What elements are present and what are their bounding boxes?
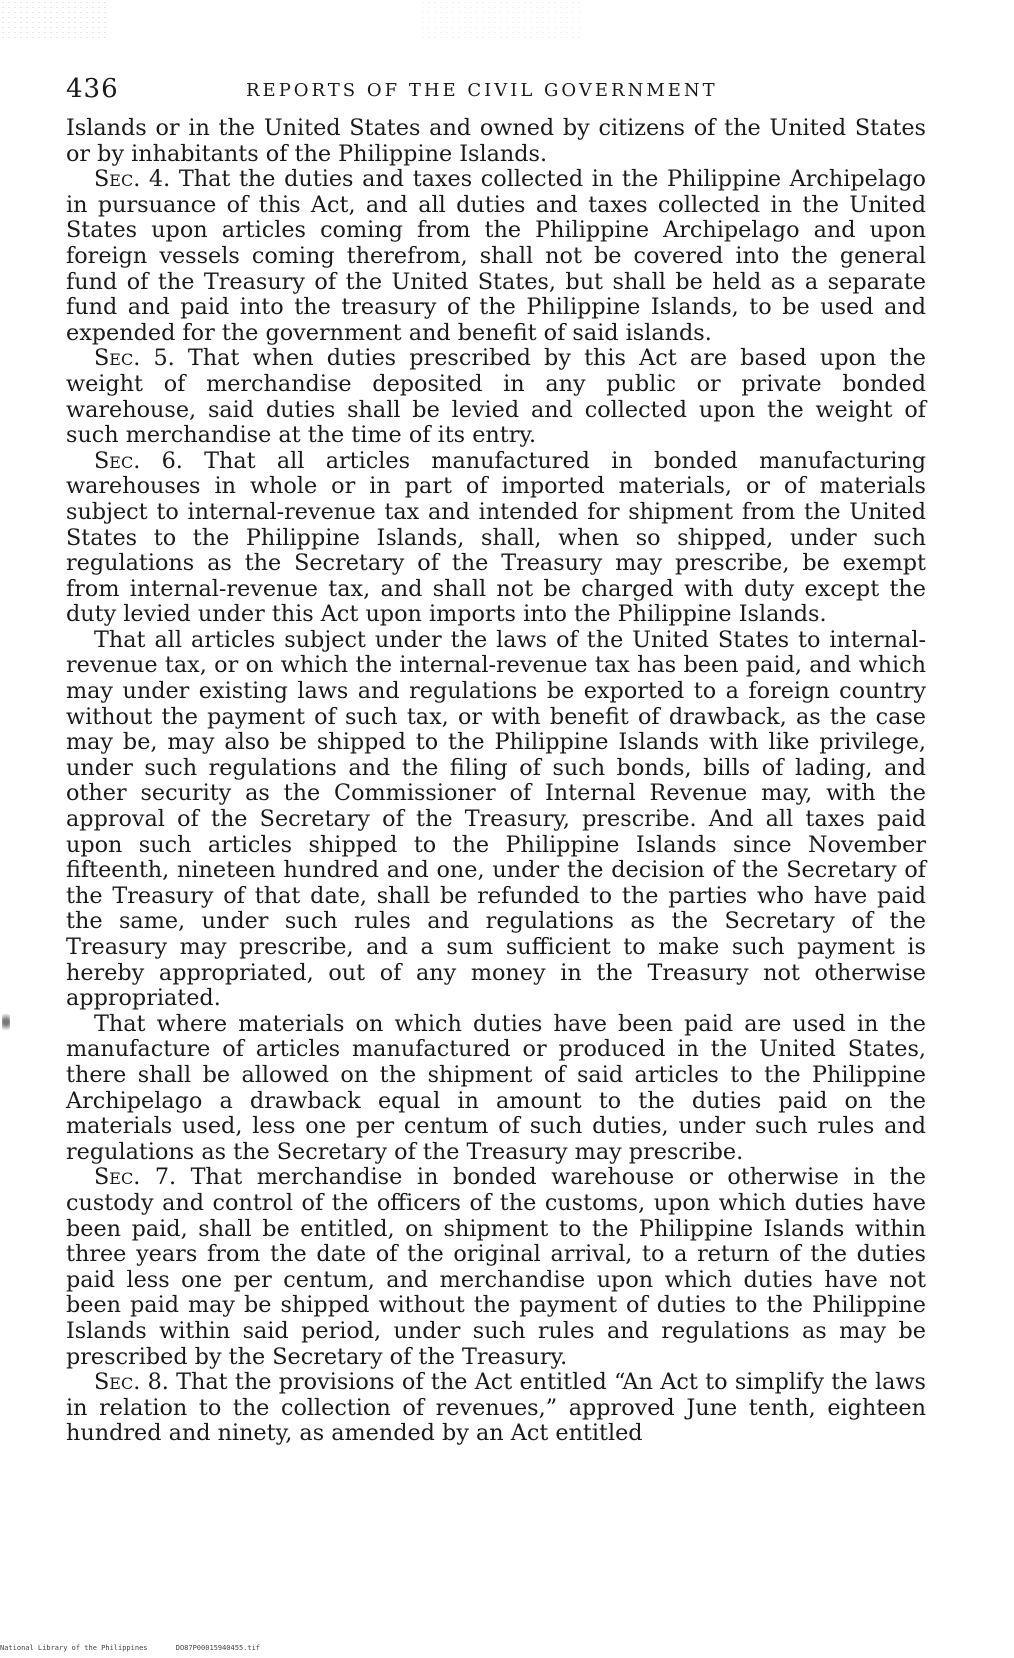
section-label: Sec. 4. — [94, 166, 171, 193]
paragraph-text: That the duties and taxes collected in the Philippine Archipelago in pursuance of this Act, and all duties and taxes collected in the United States upon articles coming from the Philippine Archipelago and upon foreign vessels coming therefrom, shall not be covered into the general fund of the Treasury of the United States, but shall be held as a separate fund and paid into the treasury of the Philippine Islands, to be used and expended for the government and benefit of said islands. — [66, 166, 926, 346]
paragraph-text: Islands or in the United States and owned by citizens of the United States or by inhabitants of the Philippine Islands. — [66, 115, 926, 167]
footer-library: National Library of the Philippines — [0, 1644, 148, 1652]
page-number: 436 — [66, 74, 119, 104]
paragraph-text: That merchandise in bonded warehouse or otherwise in the custody and control of the officers of the customs, upon which duties have been paid, shall be entitled, on shipment to the Philippine Islands within three years from the date of the original arrival, to a return of the duties paid less one per centum, and merchandise upon which duties have not been paid may be shipped without the payment of duties to the Philippine Islands within said period, under such rules and regulations as may be prescribed by the Secretary of the Treasury. — [66, 1164, 926, 1370]
paragraph-text: That all articles subject under the laws of the United States to internal-revenue tax, or on which the internal-revenue tax has been paid, and which may under existing laws and regulations be exported to a foreign country without the payment of such tax, or with benefit of drawback, as the case may be, may also be shipped to the Philippine Islands with like privilege, under such regulations and the filing of such bonds, bills of lading, and other security as the Commissioner of Internal Revenue may, with the approval of the Secretary of the Treasury, prescribe. And all taxes paid upon such articles shipped to the Philippine Islands since November fifteenth, nineteen hundred and one, under the decision of the Secretary of the Treasury of that date, shall be refunded to the parties who have paid the same, under such rules and regulations as the Secretary of the Treasury may prescribe, and a sum sufficient to make such payment is hereby appropriated, out of any money in the Treasury not otherwise appropriated. — [66, 626, 926, 1012]
scan-noise-top — [420, 0, 580, 40]
paragraph-text: That when duties prescribed by this Act are based upon the weight of merchandise deposited in any public or private bonded warehouse, said duties shall be levied and collected upon the weight of such merchandise at the time of its entry. — [66, 345, 926, 449]
paragraph-text: That all articles manufactured in bonded manufacturing warehouses in whole or in part of imported materials, or of materials subject to internal-revenue tax and intended for shipment from the United States to the Philippine Islands, shall, when so shipped, under such regulations as the Secretary of the Treasury may prescribe, be exempt from internal-revenue tax, and shall not be charged with duty except the duty levied under this Act upon imports into the Philippine Islands. — [66, 447, 926, 628]
paragraph-text: That the provisions of the Act entitled “An Act to simplify the laws in relation to the collection of revenues,” approved June tenth, eighteen hundred and ninety, as amended by an Act entitled — [66, 1369, 926, 1447]
section-6 — [66, 449, 926, 628]
section-5 — [66, 346, 926, 448]
scan-footer — [0, 1644, 284, 1652]
page-header — [66, 74, 926, 110]
section-7 — [66, 1165, 926, 1370]
scan-noise-left — [0, 0, 110, 40]
footer-file-id: DO87P00015940455.tif — [175, 1644, 261, 1652]
body-text — [66, 116, 926, 1447]
section-label: Sec. 8. — [94, 1369, 169, 1396]
paragraph-internal-revenue — [66, 628, 926, 1012]
scan-speck — [2, 1010, 10, 1034]
paragraph-text: That where materials on which duties have been paid are used in the manufacture of articles manufactured or produced in the United States, there shall be allowed on the shipment of said articles to the Philippine Archipelago a drawback equal in amount to the duties paid on the materials used, less one per centum of such duties, under such rules and regulations as the Secretary of the Treasury may prescribe. — [66, 1010, 926, 1165]
section-label: Sec. 6. — [94, 447, 183, 474]
section-4 — [66, 167, 926, 346]
section-label: Sec. 7. — [94, 1164, 177, 1191]
paragraph-drawback — [66, 1012, 926, 1166]
section-label: Sec. 5. — [94, 345, 175, 372]
document-page — [66, 74, 926, 1447]
running-title: REPORTS OF THE CIVIL GOVERNMENT — [246, 80, 718, 101]
section-8 — [66, 1370, 926, 1447]
paragraph-continuation — [66, 116, 926, 167]
